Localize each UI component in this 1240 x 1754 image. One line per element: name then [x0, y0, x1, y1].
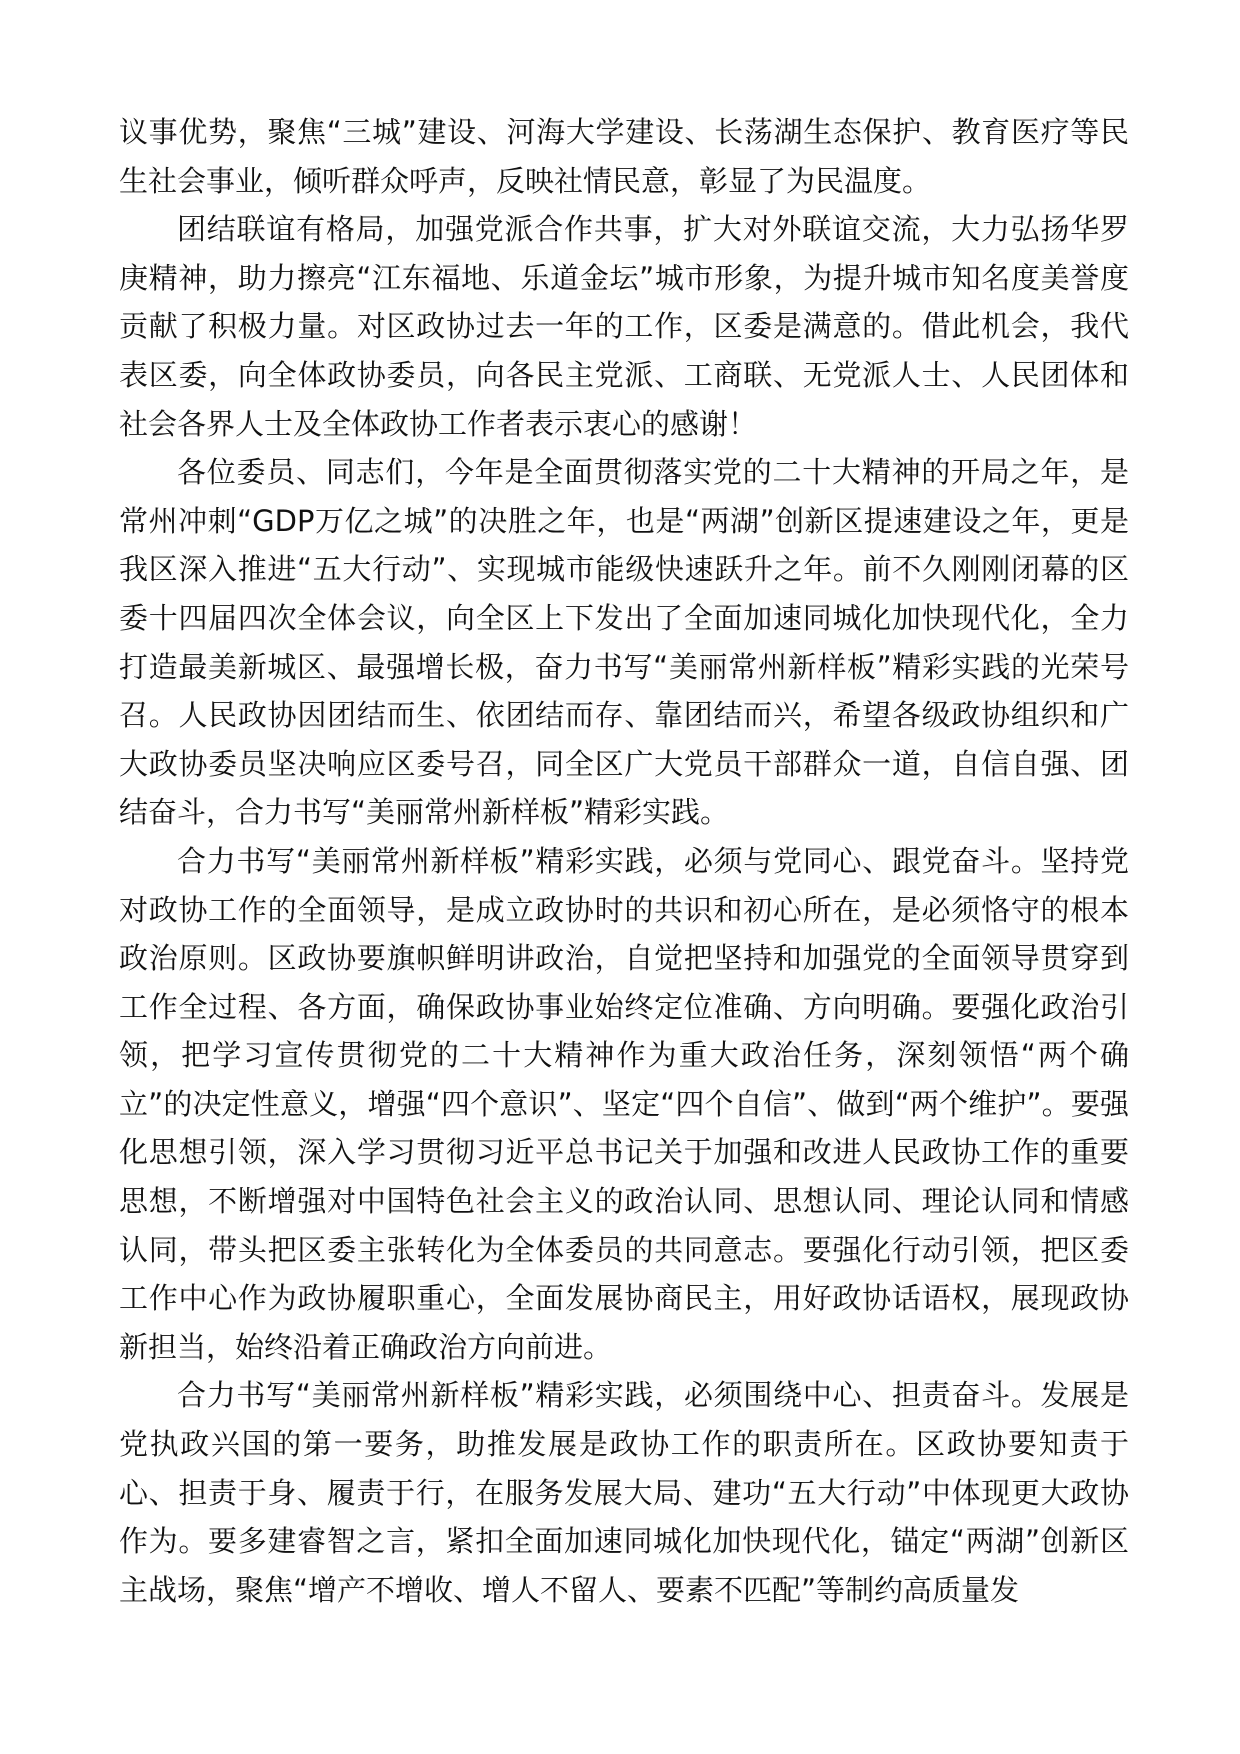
- paragraph-4: 合力书写“美丽常州新样板”精彩实践，必须与党同心、跟党奋斗。坚持党对政协工作的全面领导，是成立政协时的共识和初心所在，是必须恪守的根本政治原则。区政协要旗帜鲜明讲政治，自觉把坚持和加强党的全面领导贯穿到工作全过程、各方面，确保政协事业始终定位准确、方向明确。要强化政治引领，把学习宣传贯彻党的二十大精神作为重大政治任务，深刻领悟“两个确立”的决定性意义，增强“四个意识”、坚定“四个自信”、做到“两个维护”。要强化思想引领，深入学习贯彻习近平总书记关于加强和改进人民政协工作的重要思想，不断增强对中国特色社会主义的政治认同、思想认同、理论认同和情感认同，带头把区委主张转化为全体委员的共同意志。要强化行动引领，把区委工作中心作为政协履职重心，全面发展协商民主，用好政协话语权，展现政协新担当，始终沿着正确政治方向前进。: [119, 843, 1129, 1364]
- paragraph-2: 团结联谊有格局，加强党派合作共事，扩大对外联谊交流，大力弘扬华罗庚精神，助力擦亮“江东福地、乐道金坛”城市形象，为提升城市知名度美誉度贡献了积极力量。对区政协过去一年的工作，区委是满意的。借此机会，我代表区委，向全体政协委员，向各民主党派、工商联、无党派人士、人民团体和社会各界人士及全体政协工作者表示衷心的感谢！: [119, 212, 1129, 441]
- paragraph-5: 合力书写“美丽常州新样板”精彩实践，必须围绕中心、担责奋斗。发展是党执政兴国的第一要务，助推发展是政协工作的职责所在。区政协要知责于心、担责于身、履责于行，在服务发展大局、建功“五大行动”中体现更大政协作为。要多建睿智之言，紧扣全面加速同城化加快现代化，锚定“两湖”创新区主战场，聚焦“增产不增收、增人不留人、要素不匹配”等制约高质量发: [119, 1378, 1129, 1607]
- paragraph-1: 议事优势，聚焦“三城”建设、河海大学建设、长荡湖生态保护、教育医疗等民生社会事业，倾听群众呼声，反映社情民意，彰显了为民温度。: [119, 115, 1129, 198]
- paragraph-3: 各位委员、同志们，今年是全面贯彻落实党的二十大精神的开局之年，是常州冲刺“GDP万亿之城”的决胜之年，也是“两湖”创新区提速建设之年，更是我区深入推进“五大行动”、实现城市能级快速跃升之年。前不久刚刚闭幕的区委十四届四次全体会议，向全区上下发出了全面加速同城化加快现代化，全力打造最美新城区、最强增长极，奋力书写“美丽常州新样板”精彩实践的光荣号召。人民政协因团结而生、依团结而存、靠团结而兴，希望各级政协组织和广大政协委员坚决响应区委号召，同全区广大党员干部群众一道，自信自强、团结奋斗，合力书写“美丽常州新样板”精彩实践。: [119, 455, 1129, 830]
- document-page: [119, 108, 1129, 1614]
